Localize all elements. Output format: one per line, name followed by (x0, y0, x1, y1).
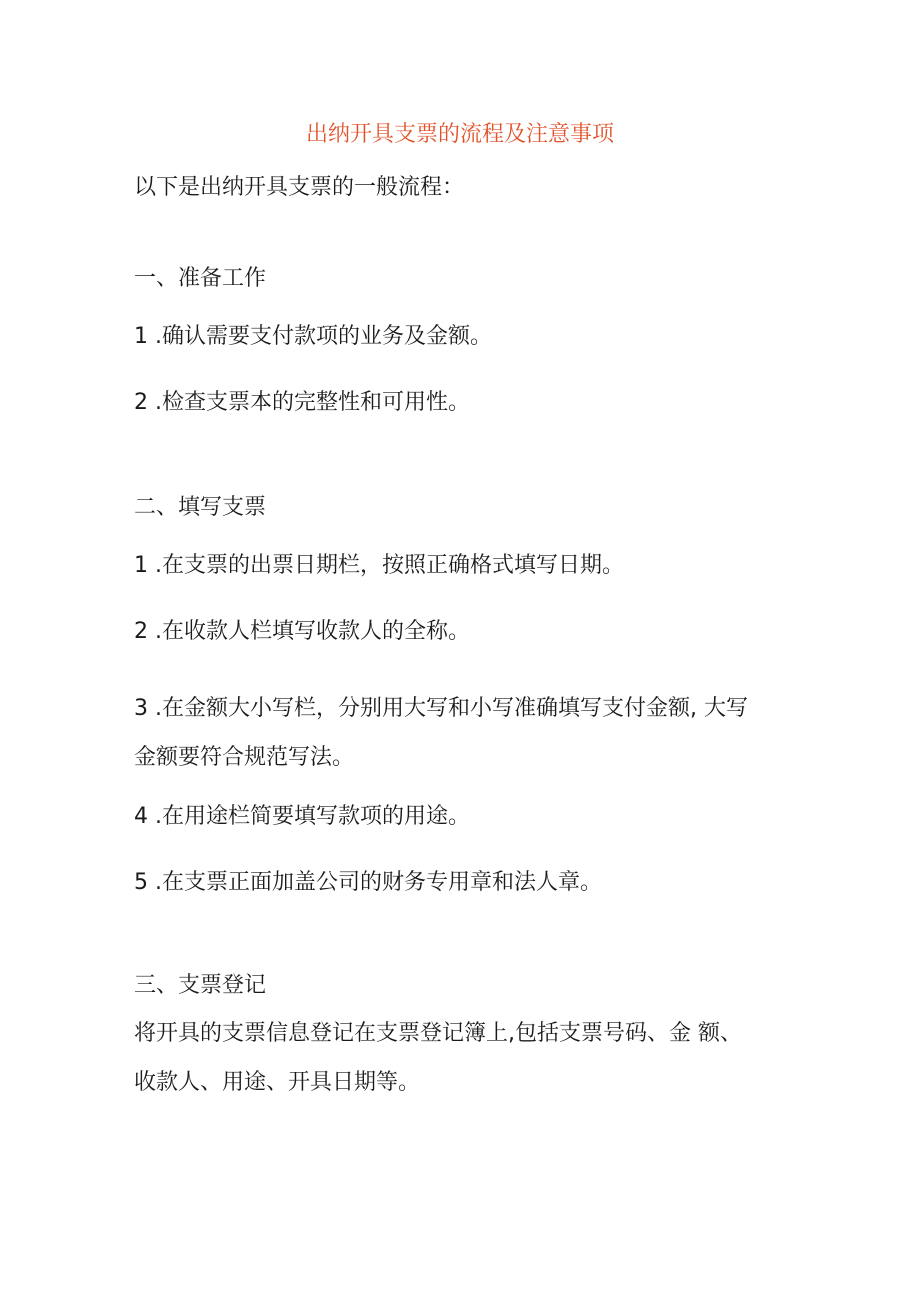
section-heading-registration: 三、支票登记 (134, 973, 267, 998)
list-item: 2 .在收款人栏填写收款人的全称。 (134, 619, 470, 644)
list-item-continuation: 金额要符合规范写法。 (134, 745, 355, 770)
list-item: 3 .在金额大小写栏，分别用大写和小写准确填写支付金额, 大写 (134, 696, 748, 721)
intro-text: 以下是出纳开具支票的一般流程： (134, 175, 465, 200)
list-item: 4 .在用途栏简要填写款项的用途。 (134, 804, 470, 829)
paragraph-line: 收款人、用途、开具日期等。 (134, 1070, 421, 1095)
list-item: 2 .检查支票本的完整性和可用性。 (134, 390, 470, 415)
paragraph-line: 将开具的支票信息登记在支票登记簿上,包括支票号码、金 额、 (134, 1021, 742, 1046)
list-item: 5 .在支票正面加盖公司的财务专用章和法人章。 (134, 870, 602, 895)
list-item: 1 .在支票的出票日期栏，按照正确格式填写日期。 (134, 553, 624, 578)
list-item: 1 .确认需要支付款项的业务及金额。 (134, 324, 492, 349)
document-title: 出纳开具支票的流程及注意事项 (305, 122, 614, 147)
section-heading-preparation: 一、准备工作 (134, 266, 267, 291)
section-heading-fill-check: 二、填写支票 (134, 495, 267, 520)
